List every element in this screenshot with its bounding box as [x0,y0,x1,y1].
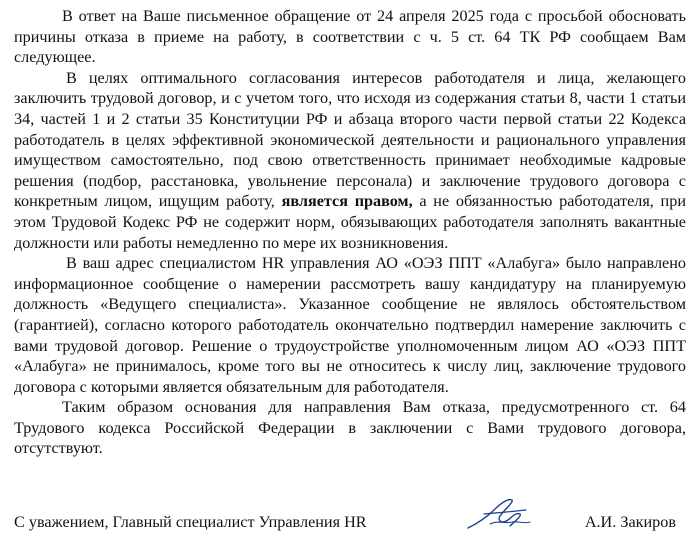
paragraph-employer-rights-bold: является правом, [281,192,413,211]
paragraph-employer-rights [14,68,686,253]
paragraph-hr-message: В ваш адрес специалистом HR управления АО «ОЭЗ ППТ «Алабуга» было направлено информационное сообщение о намерении рассмотреть вашу кандидатуру на планируемую должность «Ведущего специалиста». Указанное сообщение не являлось обстоятельством (гарантией), согласно которого работодатель окончательно подтвердил намерение заключить с вами трудовой договор. Решение о трудоустройстве уполномоченным лицом АО «ОЭЗ ППТ «Алабуга» не принималось, кроме того вы не относитесь к числу лиц, заключение трудового договора с которыми является обязательным для работодателя. [14,254,686,396]
paragraph-employer-rights-text-after: а не обязанностью работодателя, при этом Трудовой Кодекс РФ не содержит норм, обязывающих работодателя заполнять вакантные должности или работы немедленно по мере их возникновения. [14,192,686,252]
paragraph-employer-rights-text-before: В целях оптимального согласования интересов работодателя и лица, желающего заключить трудовой договор, и с учетом того, что исходя из содержания статьи 8, части 1 статьи 34, частей 1 и 2 статьи 35 Конституции РФ и абзаца второго части первой статьи 22 Кодекса работодатель в целях эффективной экономической деятельности и рационального управления имуществом самостоятельно, под свою ответственность принимает необходимые кадровые решения (подбор, расстановка, увольнение персонала) и заключение трудового договора с конкретным лицом, ищущим работу, [14,68,686,211]
paragraph-intro: В ответ на Ваше письменное обращение от 24 апреля 2025 года с просьбой обосновать причины отказа в приеме на работу, в соответствии с ч. 5 ст. 64 ТК РФ сообщаем Вам следующее. [14,7,686,67]
letter-body [14,6,686,459]
signature-closing: С уважением, Главный специалист Управления HR [14,513,367,531]
signature-block [14,502,686,536]
handwritten-signature-icon [464,494,534,534]
paragraph-conclusion: Таким образом основания для направления Вам отказа, предусмотренного ст. 64 Трудового кодекса Российской Федерации в заключении с Вами трудового договора, отсутствуют. [14,398,686,458]
signatory-name: А.И. Закиров [584,513,676,531]
